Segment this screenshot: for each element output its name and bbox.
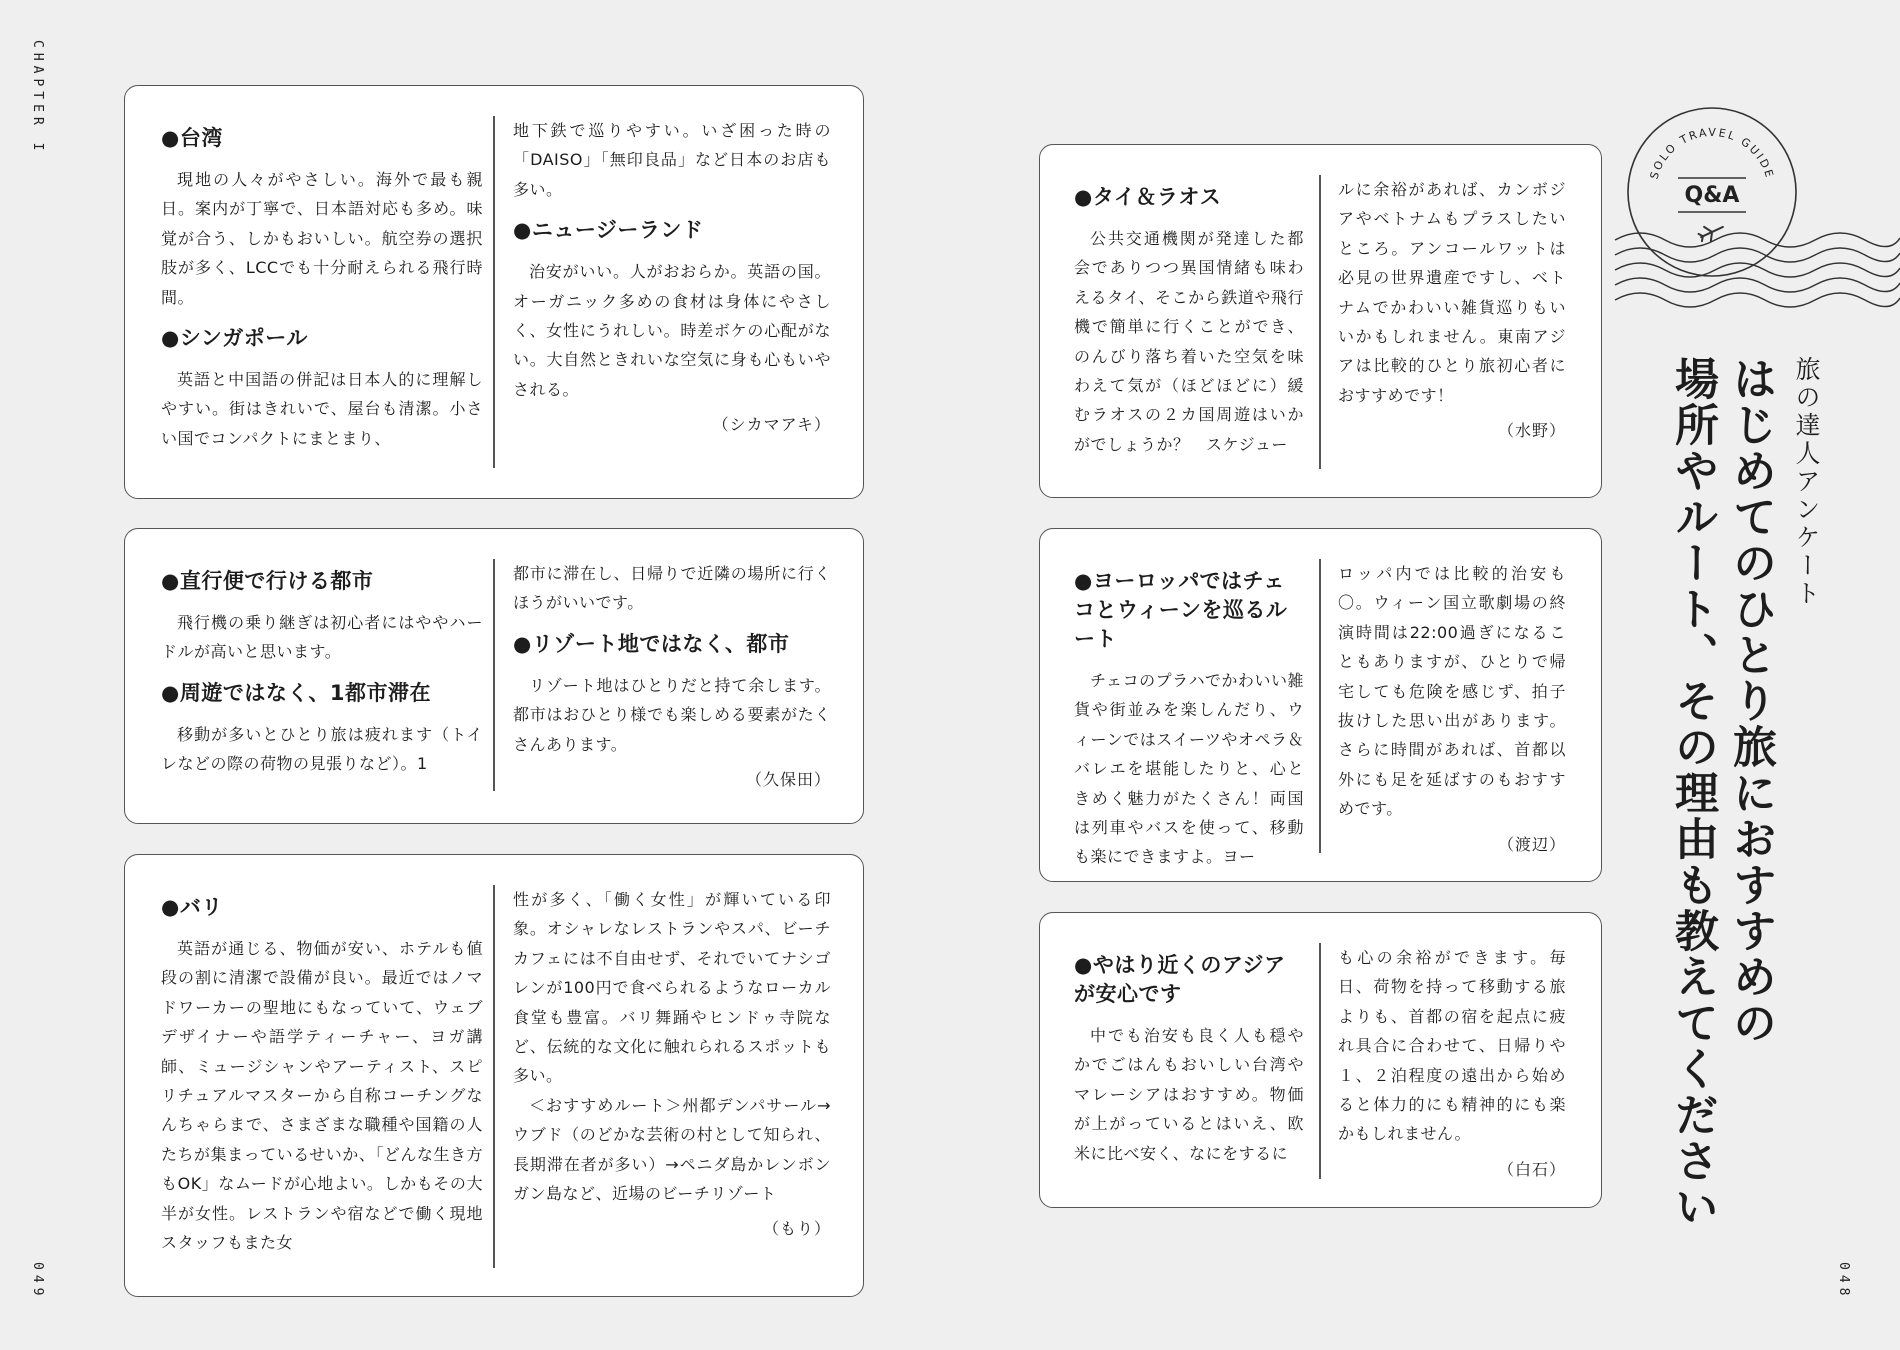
author-signature: （白石）	[1497, 1159, 1566, 1179]
column-divider	[1319, 175, 1321, 469]
card-col-left	[1074, 559, 1304, 872]
paragraph: 飛行機の乗り継ぎは初心者にはややハードルが高いと思います。	[161, 613, 483, 662]
qa-card-taiwan	[124, 85, 864, 499]
paragraph: チェコのプラハでかわいい雑貨や街並みを楽しんだり、ウィーンではスイーツやオペラ＆バレエを堪能したりと、心ときめく魅力がたくさん！両国は列車やバスを使って、移動も楽にできますよ。ヨー	[1074, 671, 1304, 867]
paragraph: 都市に滞在し、日帰りで近隣の場所に行くほうがいいです。	[513, 564, 831, 613]
card-col-right	[1338, 175, 1566, 446]
column-divider	[493, 559, 495, 791]
card-col-left	[1074, 943, 1304, 1168]
paragraph: 移動が多いとひとり旅は疲れます（トイレなどの際の荷物の見張りなど）。1	[161, 724, 483, 774]
heading-direct-flight: ●直行便で行ける都市	[161, 569, 374, 593]
page-subtitle: 旅の達人アンケート	[1792, 356, 1821, 608]
heading-single-city: ●周遊ではなく、1都市滞在	[161, 680, 432, 705]
card-col-left	[1074, 175, 1304, 459]
column-divider	[1319, 943, 1321, 1179]
paragraph: 英語と中国語の併記は日本人的に理解しやすい。街はきれいで、屋台も清潔。小さい国でコンパクトにまとまり、	[161, 370, 483, 448]
card-col-right	[1338, 943, 1566, 1184]
page-title-line2: 場所やルート、その理由も教えてください	[1667, 356, 1718, 1230]
paragraph: 地下鉄で巡りやすい。いざ困った時の「DAISO」「無印良品」など日本のお店も多い。	[513, 121, 831, 199]
paragraph: リゾート地はひとりだと持て余します。都市はおひとり様でも楽しめる要素がたくさんあります。	[513, 675, 831, 754]
qa-card-bali	[124, 854, 864, 1297]
author-signature: （久保田）	[745, 770, 831, 790]
column-divider	[493, 116, 495, 468]
qa-card-czech-vienna	[1039, 528, 1602, 882]
paragraph: ＜おすすめルート＞州都デンパサール→ウブド（のどかな芸術の村として知られ、長期滞在者が多い）→ペニダ島かレンボンガン島など、近場のビーチリゾート	[513, 1095, 831, 1204]
stamp-label: Q&A	[1684, 183, 1740, 208]
paragraph: も心の余裕ができます。毎日、荷物を持って移動する旅よりも、首都の宿を起点に疲れ具合に合わせて、日帰りや１、２泊程度の遠出から始めると体力的にも精神的にも楽かもしれません。	[1338, 948, 1566, 1144]
solo-travel-guide-stamp	[1610, 90, 1900, 360]
card-col-left	[161, 559, 483, 779]
paragraph: 現地の人々がやさしい。海外で最も親日。案内が丁寧で、日本語対応も多め。味覚が合う、しかもおいしい。航空券の選択肢が多く、LCCでも十分耐えられる飛行時間。	[161, 170, 483, 307]
heading-thailand-laos: ●タイ＆ラオス	[1074, 185, 1222, 209]
heading-taiwan: ●台湾	[161, 126, 223, 150]
paragraph: 治安がいい。人がおおらか。英語の国。オーガニック多めの食材は身体にやさしく、女性にうれしい。時差ボケの心配がない。大自然ときれいな空気に身も心もいやされる。	[513, 262, 831, 399]
column-divider	[493, 885, 495, 1268]
page-number-left: 049	[30, 1262, 45, 1301]
heading-new-zealand: ●ニュージーランド	[513, 218, 704, 243]
heading-czech-vienna: ●ヨーロッパではチェコとウィーンを巡るルート	[1074, 569, 1288, 651]
paragraph: ロッパ内では比較的治安も〇。ウィーン国立歌劇場の終演時間は22:00過ぎになることもありますが、ひとりで帰宅しても危険を感じず、拍子抜けした思い出があります。さらに時間があれば、首都以外にも足を延ばすのもおすすめです。	[1338, 564, 1566, 819]
author-signature: （水野）	[1497, 421, 1566, 441]
paragraph: 英語が通じる、物価が安い、ホテルも値段の割に清潔で設備が良い。最近ではノマドワーカーの聖地にもなっていて、ウェブデザイナーや語学ティーチャー、ヨガ講師、ミュージシャンやアーティスト、スピリチュアルマスターから自称コーチングなんちゃらまで、さまざまな職種や国籍の人たちが集まっているせいか、「どんな生き方もOK」なムードが心地よい。しかもその大半が女性。レストランや宿などで働く現地スタッフもまた女	[161, 939, 483, 1253]
svg-text:SOLO TRAVEL GUIDE	[1648, 126, 1777, 181]
card-col-right	[513, 116, 831, 440]
heading-city-not-resort: ●リゾート地ではなく、都市	[513, 631, 790, 656]
card-col-right	[513, 559, 831, 794]
qa-card-direct-flight	[124, 528, 864, 824]
author-signature: （シカマアキ）	[712, 415, 831, 435]
card-col-right	[1338, 559, 1566, 859]
qa-card-thailand-laos	[1039, 144, 1602, 498]
paragraph: ルに余裕があれば、カンボジアやベトナムもプラスしたいところ。アンコールワットは必見の世界遺産ですし、ベトナムでかわいい雑貨巡りもいいかもしれません。東南アジアは比較的ひとり旅初心者におすすめです！	[1338, 180, 1566, 405]
author-signature: （もり）	[762, 1219, 831, 1239]
page-title-line1: はじめてのひとり旅におすすめの	[1725, 356, 1776, 1046]
column-divider	[1319, 559, 1321, 853]
heading-nearby-asia: ●やはり近くのアジアが安心です	[1074, 953, 1286, 1006]
postmark-wave-lines	[1615, 233, 1900, 307]
paragraph: 性が多く、「働く女性」が輝いている印象。オシャレなレストランやスパ、ビーチカフェには不自由せず、それでいてナシゴレンが100円で食べられるようなローカル食堂も豊富。バリ舞踊やヒンドゥ寺院など、伝統的な文化に触れられるスポットも多い。	[513, 890, 831, 1086]
page-number-right: 048	[1836, 1262, 1851, 1301]
card-col-left	[161, 116, 483, 453]
author-signature: （渡辺）	[1497, 834, 1566, 854]
card-col-left	[161, 885, 483, 1257]
qa-card-nearby-asia	[1039, 912, 1602, 1208]
heading-singapore: ●シンガポール	[161, 326, 308, 351]
stamp-ring-text: SOLO TRAVEL GUIDE	[1647, 125, 1777, 181]
paragraph: 中でも治安も良く人も穏やかでごはんもおいしい台湾やマレーシアはおすすめ。物価が上がっているとはいえ、欧米に比べ安く、なにをするに	[1074, 1026, 1304, 1163]
chapter-label: CHAPTER I	[30, 40, 45, 156]
paragraph: 公共交通機関が発達した都会でありつつ異国情緒も味わえるタイ、そこから鉄道や飛行機で簡単に行くことができ、のんびり落ち着いた空気を味わえて気が（ほどほどに）緩むラオスの２カ国周遊はいかがでしょうか？ スケジュー	[1074, 229, 1304, 454]
heading-bali: ●バリ	[161, 895, 223, 919]
card-col-right	[513, 885, 831, 1244]
